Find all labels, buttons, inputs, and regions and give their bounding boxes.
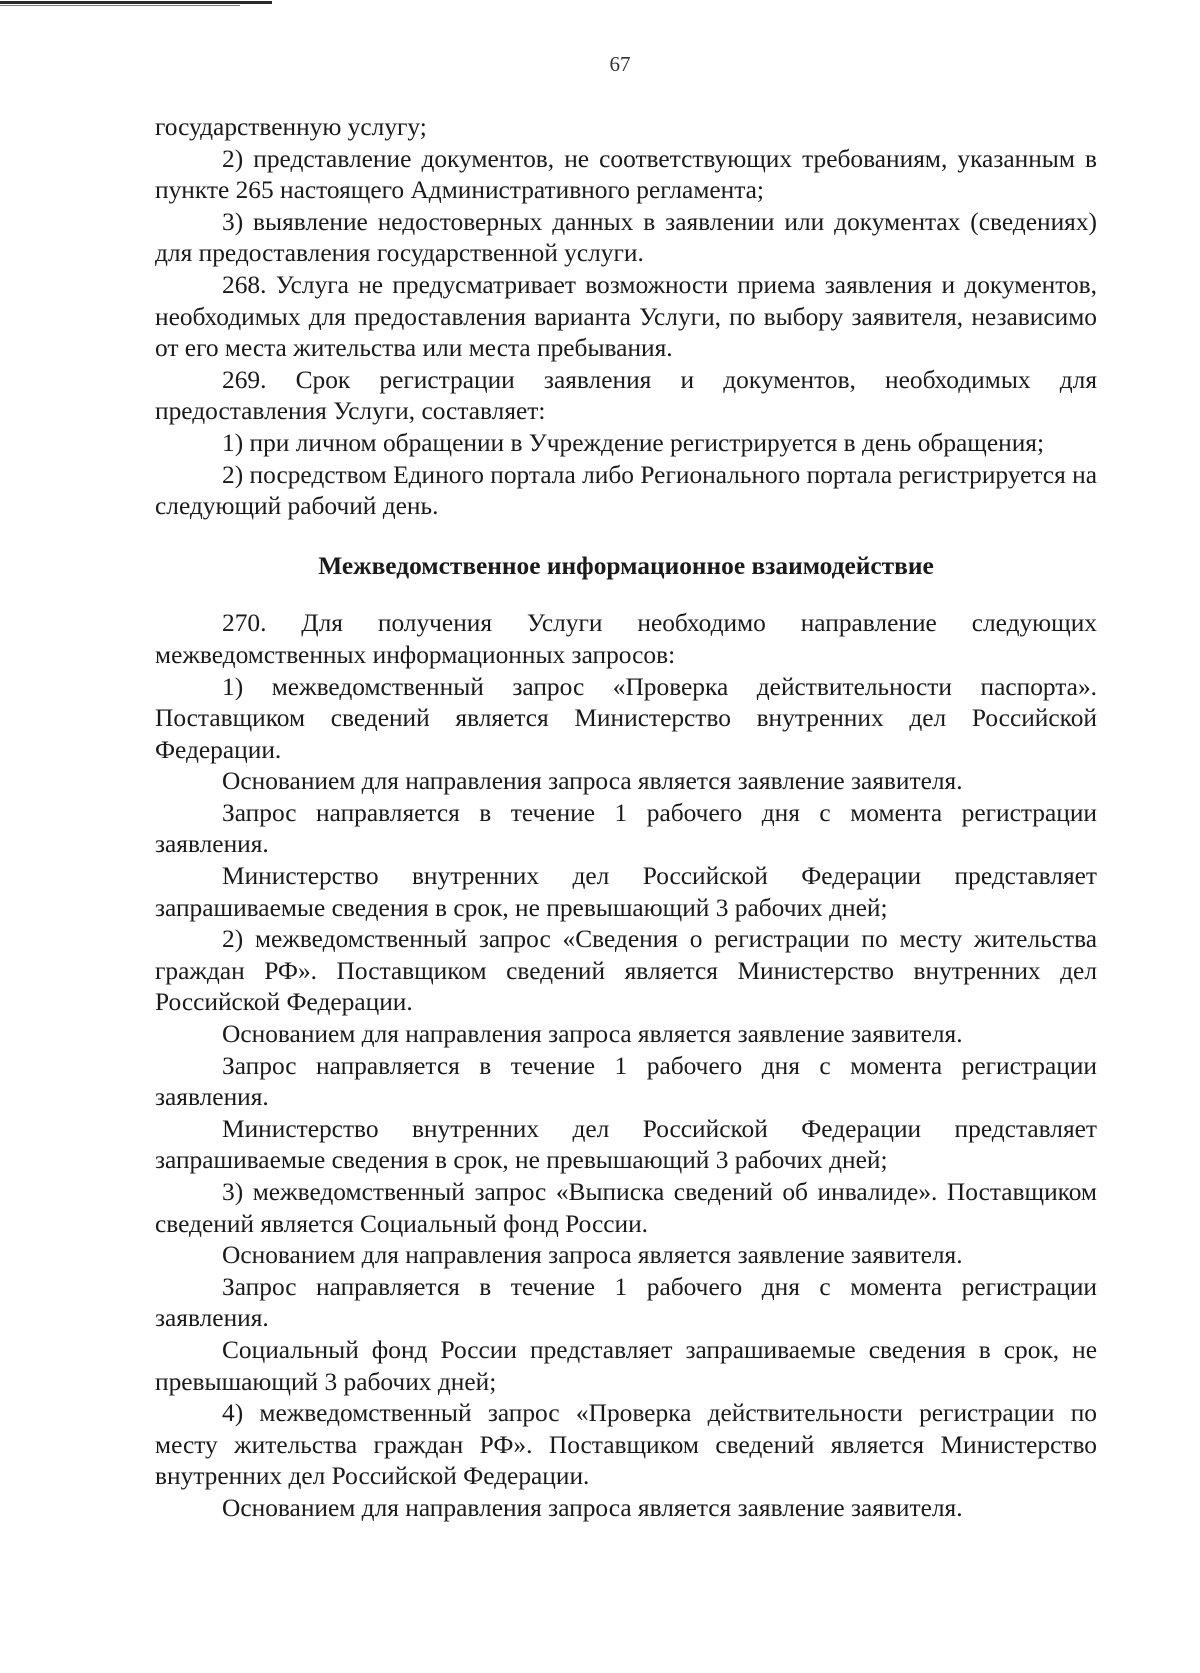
paragraph: 4) межведомственный запрос «Проверка действительности регистрации по месту жительства граждан РФ». Поставщиком сведений является Министерство внутренних дел Российской Федерации. (155, 1399, 1097, 1491)
scan-edge-mark (0, 0, 280, 8)
paragraph: 2) посредством Единого портала либо Регионального портала регистрируется на следующий рабочий день. (155, 460, 1097, 521)
paragraph: Основанием для направления запроса является заявление заявителя. (222, 1020, 963, 1049)
paragraph: 2) представление документов, не соответствующих требованиям, указанным в пункте 265 настоящего Административного регламента; (155, 144, 1097, 205)
paragraph: 1) при личном обращении в Учреждение регистрируется в день обращения; (222, 428, 1045, 457)
paragraph: Социальный фонд России представляет запрашиваемые сведения в срок, не превышающий 3 рабочих дней; (155, 1335, 1097, 1396)
section-heading: Межведомственное информационное взаимодействие (318, 551, 934, 580)
paragraph: государственную услугу; (155, 113, 427, 141)
paragraph: Министерство внутренних дел Российской Федерации представляет запрашиваемые сведения в срок, не превышающий 3 рабочих дней; (155, 862, 1097, 922)
paragraph: Запрос направляется в течение 1 рабочего дня с момента регистрации заявления. (155, 798, 1097, 859)
paragraph: Основанием для направления запроса является заявление заявителя. (222, 767, 963, 796)
paragraph: 2) межведомственный запрос «Сведения о регистрации по месту жительства граждан РФ». Поставщиком сведений является Министерство внутренних дел Российской Федерации. (155, 925, 1097, 1017)
paragraph: 3) межведомственный запрос «Выписка сведений об инвалиде». Поставщиком сведений является Социальный фонд России. (155, 1178, 1097, 1238)
paragraph: Запрос направляется в течение 1 рабочего дня с момента регистрации заявления. (155, 1051, 1097, 1112)
paragraph: 270. Для получения Услуги необходимо направление следующих межведомственных информационных запросов: (155, 609, 1097, 669)
paragraph: 268. Услуга не предусматривает возможности приема заявления и документов, необходимых для предоставления варианта Услуги, по выбору заявителя, независимо от его места жительства или места пребывания. (155, 270, 1097, 363)
paragraph: 269. Срок регистрации заявления и документов, необходимых для предоставления Услуги, составляет: (155, 365, 1097, 426)
paragraph: 1) межведомственный запрос «Проверка действительности паспорта». Поставщиком сведений является Министерство внутренних дел Российской Федерации. (155, 672, 1097, 764)
paragraph: Основанием для направления запроса является заявление заявителя. (222, 1493, 963, 1522)
scan-edge-bar (0, 1, 272, 4)
paragraph: 3) выявление недостоверных данных в заявлении или документах (сведениях) для предоставления государственной услуги. (155, 207, 1097, 268)
document-body (155, 112, 1097, 1525)
paragraph: Запрос направляется в течение 1 рабочего дня с момента регистрации заявления. (155, 1272, 1097, 1333)
paragraph: Основанием для направления запроса является заявление заявителя. (222, 1241, 963, 1270)
page-number: 67 (609, 52, 631, 76)
paragraph: Министерство внутренних дел Российской Федерации представляет запрашиваемые сведения в срок, не превышающий 3 рабочих дней; (155, 1114, 1097, 1175)
scan-edge-line (0, 5, 240, 6)
